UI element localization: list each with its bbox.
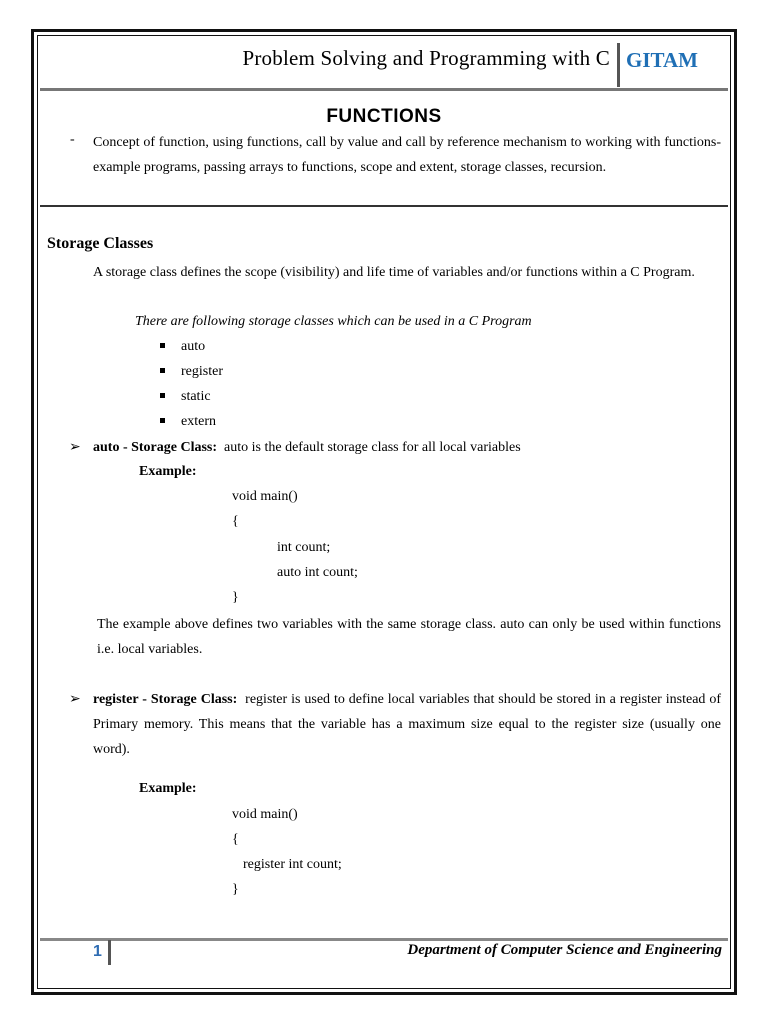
header-brand: GITAM	[626, 48, 698, 72]
definition-paragraph: A storage class defines the scope (visibility) and life time of variables and/or functions within a C Program.	[93, 265, 695, 280]
example-label: Example:	[139, 781, 197, 796]
auto-line	[93, 435, 733, 460]
register-desc: register is used to define local variables that should be stored in a register instead of Primary memory. This means that the variable has a maximum size equal to the register size (usually one word).	[93, 692, 722, 757]
syllabus-text: Concept of function, using functions, call by value and call by reference mechanism to working with functions-example programs, passing arrays to functions, scope and extent, storage classes, recursion.	[93, 135, 721, 175]
arrow-bullet-icon: ➢	[69, 440, 81, 455]
list-item: static	[160, 389, 211, 405]
footer-rule	[40, 938, 728, 941]
register-paragraph	[93, 687, 721, 762]
department-label: Department of Computer Science and Engineering	[407, 942, 722, 958]
code-line: }	[232, 882, 239, 897]
intro-line: There are following storage classes which can be used in a C Program	[135, 314, 532, 329]
page-number: 1	[93, 943, 102, 960]
header-rule	[40, 88, 728, 91]
square-bullet-icon	[160, 393, 165, 398]
square-bullet-icon	[160, 418, 165, 423]
list-item: auto	[160, 339, 205, 355]
register-term: register - Storage Class:	[93, 692, 238, 707]
chapter-title: FUNCTIONS	[326, 106, 442, 127]
code-line: auto int count;	[277, 565, 358, 580]
square-bullet-icon	[160, 368, 165, 373]
code-line: }	[232, 590, 239, 605]
auto-term: auto - Storage Class:	[93, 440, 218, 455]
auto-desc: auto is the default storage class for all local variables	[224, 440, 521, 455]
arrow-bullet-icon: ➢	[69, 692, 81, 707]
square-bullet-icon	[160, 343, 165, 348]
header-title: Problem Solving and Programming with C	[242, 46, 610, 70]
syllabus-dash: -	[70, 132, 75, 147]
footer-divider	[108, 940, 111, 965]
example-label: Example:	[139, 464, 197, 479]
code-line: register int count;	[243, 857, 342, 872]
code-line: {	[232, 514, 239, 529]
code-line: void main()	[232, 489, 298, 504]
section-rule	[40, 205, 728, 207]
code-line: int count;	[277, 540, 331, 555]
header-divider	[617, 43, 620, 87]
code-line: void main()	[232, 807, 298, 822]
list-item: register	[160, 364, 223, 380]
list-item: extern	[160, 414, 216, 430]
section-heading: Storage Classes	[47, 235, 154, 252]
code-line: {	[232, 832, 239, 847]
auto-explanation: The example above defines two variables with the same storage class. auto can only be used within functions i.e. local variables.	[97, 617, 721, 657]
